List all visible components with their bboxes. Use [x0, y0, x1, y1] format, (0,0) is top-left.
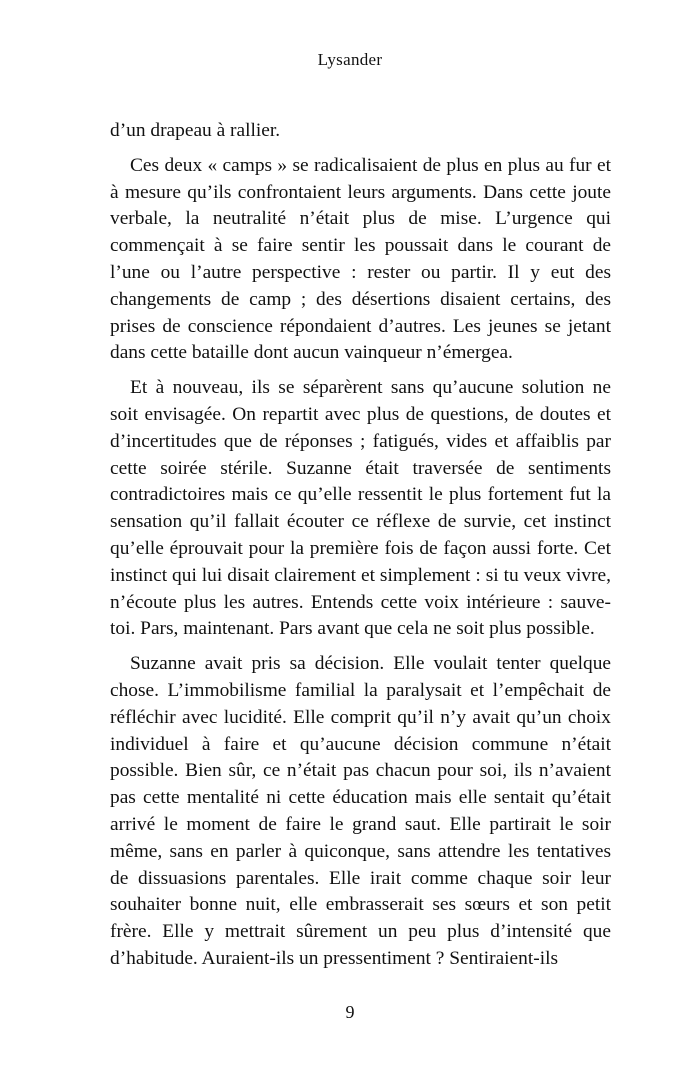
paragraph: Suzanne avait pris sa décision. Elle voulait tenter quelque chose. L’immobilisme familial la paralysait et l’empêchait de réfléchir avec lucidité. Elle comprit qu’il n’y avait qu’un choix individuel à faire et qu’aucune décision commune n’était possible. Bien sûr, ce n’était pas chacun pour soi, ils n’avaient pas cette mentalité ni cette éducation mais elle sentait qu’était arrivé le moment de faire le grand saut. Elle partirait le soir même, sans en parler à quiconque, sans attendre les tentatives de dissuasions parentales. Elle irait comme chaque soir leur souhaiter bonne nuit, elle embrasserait ses sœurs et son petit frère. Elle y mettrait sûrement un peu plus d’intensité que d’habitude. Auraient-ils un pressentiment ? Sentiraient-ils — [110, 653, 611, 969]
paragraph-continued: d’un drapeau à rallier. — [110, 120, 281, 141]
page-number: 9 — [345, 1002, 355, 1022]
paragraph: Ces deux « camps » se radicalisaient de plus en plus au fur et à mesure qu’ils confrontaient leurs arguments. Dans cette joute verbale, la neutralité n’était plus de mise. L’urgence qui commençait à se faire sentir les poussait dans le courant de l’une ou l’autre perspective : rester ou partir. Il y eut des changements de camp ; des désertions disaient certains, des prises de conscience répondaient d’autres. Les jeunes se jetant dans cette bataille dont aucun vainqueur n’émergea. — [110, 154, 611, 364]
running-head-title: Lysander — [317, 50, 383, 69]
body-text — [110, 118, 611, 981]
paragraph: Et à nouveau, ils se séparèrent sans qu’aucune solution ne soit envisagée. On repartit avec plus de questions, de doutes et d’incertitudes que de réponses ; fatigués, vides et affaiblis par cette soirée stérile. Suzanne était traversée de sentiments contradictoires mais ce qu’elle ressentit le plus fortement fut la sensation qu’il fallait écouter ce réflexe de survie, cet instinct qu’elle éprouvait pour la première fois de façon aussi forte. Cet instinct qui lui disait clairement et simplement : si tu veux vivre, n’écoute plus les autres. Entends cette voix intérieure : sauve-toi. Pars, maintenant. Pars avant que cela ne soit plus possible. — [110, 377, 611, 640]
